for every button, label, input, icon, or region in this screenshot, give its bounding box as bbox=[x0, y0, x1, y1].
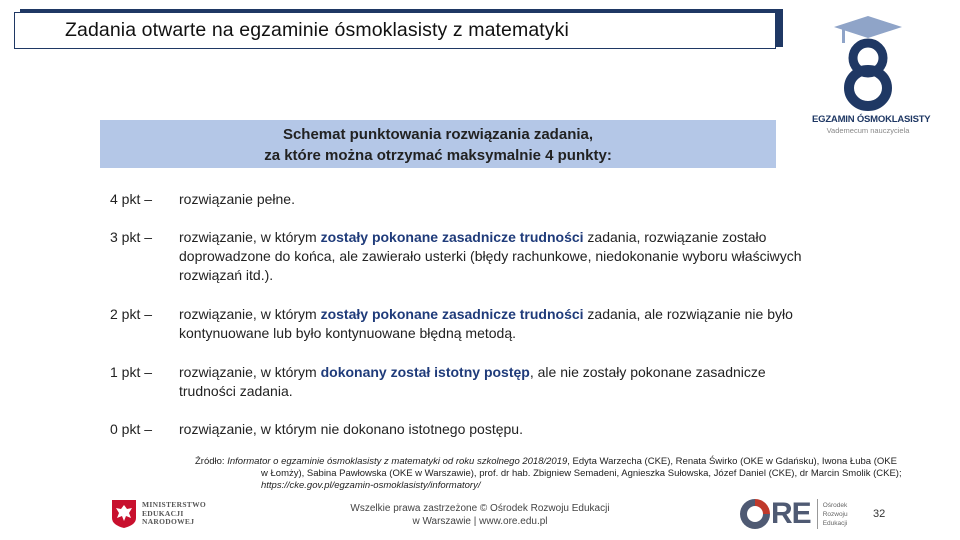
score-description bbox=[179, 305, 819, 343]
copyright-line-1: Wszelkie prawa zastrzeżone © Ośrodek Rozwoju Edukacji bbox=[350, 503, 610, 514]
page-number: 32 bbox=[873, 508, 886, 520]
ore-line-3: Edukacji bbox=[822, 519, 848, 527]
schema-line-1: Schemat punktowania rozwiązania zadania, bbox=[282, 126, 594, 143]
score-label: 0 pkt – bbox=[110, 421, 153, 437]
ore-line-1: Ośrodek bbox=[822, 501, 848, 509]
score-description bbox=[179, 190, 819, 209]
source-url[interactable]: https://cke.gov.pl/egzamin-osmoklasisty/informatory/ bbox=[261, 480, 481, 491]
logo-line-1: EGZAMIN ÓSMOKLASISTY bbox=[812, 114, 931, 125]
schema-line-2: za które można otrzymać maksymalnie 4 punkty: bbox=[264, 147, 612, 164]
source-citation bbox=[195, 456, 945, 492]
ore-divider bbox=[817, 499, 818, 529]
ore-line-2: Rozwoju bbox=[822, 510, 848, 518]
ministry-line-2: EDUKACJI bbox=[142, 508, 184, 518]
ore-mark-text: RE bbox=[771, 497, 811, 530]
score-description bbox=[179, 420, 819, 439]
slide-title: Zadania otwarte na egzaminie ósmoklasisty z matematyki bbox=[65, 19, 569, 41]
ministry-line-1: MINISTERSTWO bbox=[142, 500, 207, 510]
score-label: 4 pkt – bbox=[110, 191, 153, 207]
logo-line-2: Vademecum nauczyciela bbox=[826, 126, 910, 135]
scoring-schema-header bbox=[100, 120, 776, 168]
desc-text: rozwiązanie, w którym bbox=[179, 364, 321, 380]
ore-logo bbox=[740, 497, 848, 531]
ore-o-icon bbox=[740, 499, 770, 529]
copyright-line-2: w Warszawie | www.ore.edu.pl bbox=[412, 516, 548, 527]
copyright-footer bbox=[300, 502, 660, 528]
desc-text: zadania, ale rozwiązanie nie było kontynuowane lub było kontynuowane błędną metodą. bbox=[179, 306, 793, 341]
desc-text: rozwiązanie, w którym bbox=[179, 306, 321, 322]
exam-logo bbox=[812, 14, 931, 144]
score-label: 2 pkt – bbox=[110, 306, 153, 322]
ore-mark bbox=[740, 497, 811, 531]
desc-text: rozwiązanie, w którym nie dokonano istotnego postępu. bbox=[179, 421, 523, 437]
graduation-eight-icon bbox=[828, 14, 908, 112]
source-title: Informator o egzaminie ósmoklasisty z matematyki od roku szkolnego 2018/2019 bbox=[227, 456, 568, 467]
source-label: Źródło: bbox=[195, 456, 228, 467]
eagle-emblem-icon bbox=[112, 500, 136, 528]
desc-text: rozwiązanie pełne. bbox=[179, 191, 295, 207]
desc-highlight: zostały pokonane zasadnicze trudności bbox=[320, 306, 584, 322]
ore-name bbox=[823, 501, 848, 528]
desc-highlight: dokonany został istotny postęp bbox=[320, 364, 530, 380]
score-description bbox=[179, 228, 819, 285]
source-authors: , Edyta Warzecha (CKE), Renata Świrko (OKE w Gdańsku), Iwona Łuba (OKE bbox=[567, 456, 897, 467]
desc-text: , ale nie zostały pokonane zasadnicze trudności zadania. bbox=[179, 364, 766, 399]
source-authors-cont: w Łomży), Sabina Pawłowska (OKE w Warszawie), prof. dr hab. Zbigniew Semadeni, Agnieszka Sułowska, Józef Daniel (CKE), dr Marcin Smolik (CKE); bbox=[261, 468, 902, 479]
slide-title-box bbox=[14, 12, 776, 49]
ministry-name bbox=[142, 501, 206, 527]
ministry-logo bbox=[112, 499, 232, 529]
score-label: 3 pkt – bbox=[110, 229, 153, 245]
score-description bbox=[179, 363, 819, 401]
desc-text: zadania, rozwiązanie zostało doprowadzone do końca, ale zawierało usterki (błędy rachunkowe, niedokonanie wyboru właściwych rozwiązań itd.). bbox=[179, 229, 802, 283]
desc-text: rozwiązanie, w którym bbox=[179, 229, 321, 245]
score-label: 1 pkt – bbox=[110, 364, 153, 380]
desc-highlight: zostały pokonane zasadnicze trudności bbox=[320, 229, 584, 245]
ministry-line-3: NARODOWEJ bbox=[142, 517, 195, 527]
